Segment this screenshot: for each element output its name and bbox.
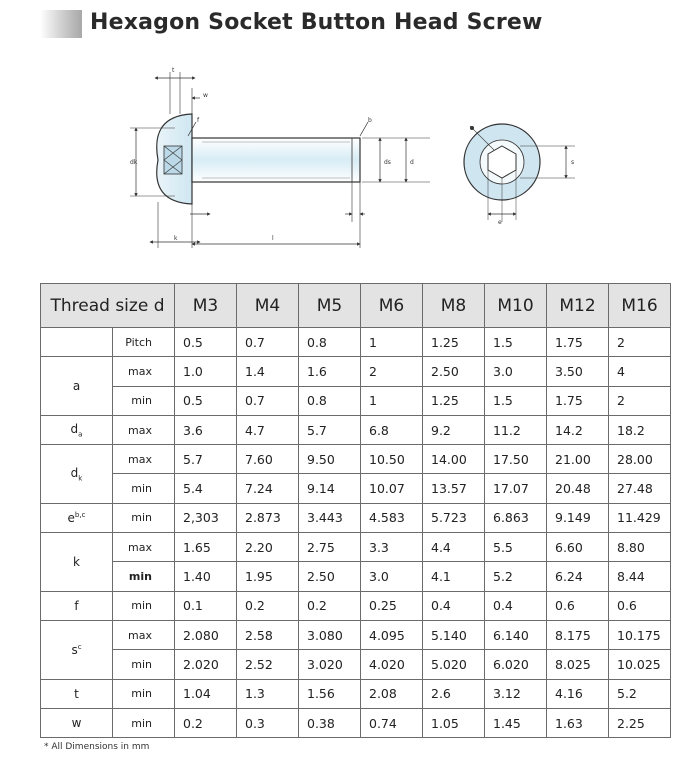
value-cell: 2.58	[237, 620, 299, 649]
value-cell: 2.50	[299, 562, 361, 591]
value-cell: 1.5	[485, 386, 547, 415]
condition-cell: max	[113, 620, 175, 649]
symbol-subscript: a	[78, 430, 83, 439]
value-cell: 3.080	[299, 620, 361, 649]
value-cell: 0.8	[299, 328, 361, 357]
label-d: d	[410, 159, 414, 166]
value-cell: 10.50	[361, 445, 423, 474]
symbol-letter: d	[70, 465, 79, 480]
label-s: s	[571, 159, 575, 166]
value-cell: 0.2	[237, 591, 299, 620]
value-cell: 3.443	[299, 503, 361, 532]
value-cell: 1.75	[547, 386, 609, 415]
value-cell: 1.05	[423, 708, 485, 737]
label-b: b	[368, 117, 372, 124]
symbol-letter: f	[74, 598, 79, 613]
technical-drawing	[0, 52, 700, 272]
symbol-letter: k	[73, 554, 80, 569]
condition-cell: min	[113, 591, 175, 620]
symbol-cell	[41, 445, 113, 504]
page-title: Hexagon Socket Button Head Screw	[90, 10, 543, 35]
label-l: l	[272, 235, 274, 242]
value-cell: 2.873	[237, 503, 299, 532]
value-cell: 1.45	[485, 708, 547, 737]
symbol-cell	[41, 620, 113, 679]
value-cell: 27.48	[609, 474, 671, 503]
value-cell: 5.723	[423, 503, 485, 532]
value-cell: 0.8	[299, 386, 361, 415]
value-cell: 4.020	[361, 650, 423, 679]
value-cell: 0.6	[609, 591, 671, 620]
condition-cell: min	[113, 708, 175, 737]
value-cell: 21.00	[547, 445, 609, 474]
value-cell: 1.04	[175, 679, 237, 708]
value-cell: 1.75	[547, 328, 609, 357]
table-row	[41, 415, 671, 444]
value-cell: 1.25	[423, 386, 485, 415]
value-cell: 3.12	[485, 679, 547, 708]
value-cell: 2,303	[175, 503, 237, 532]
value-cell: 2.08	[361, 679, 423, 708]
value-cell: 1.63	[547, 708, 609, 737]
value-cell: 0.3	[237, 708, 299, 737]
value-cell: 3.50	[547, 357, 609, 386]
label-t: t	[172, 67, 175, 74]
symbol-cell	[41, 503, 113, 532]
value-cell: 1.6	[299, 357, 361, 386]
size-header: M6	[361, 284, 423, 328]
label-dk: dk	[130, 159, 138, 166]
label-k: k	[174, 235, 178, 242]
table-header-row	[41, 284, 671, 328]
value-cell: 14.00	[423, 445, 485, 474]
value-cell: 10.025	[609, 650, 671, 679]
value-cell: 1.40	[175, 562, 237, 591]
value-cell: 0.4	[423, 591, 485, 620]
value-cell: 5.4	[175, 474, 237, 503]
value-cell: 0.7	[237, 328, 299, 357]
symbol-cell	[41, 591, 113, 620]
condition-cell: min	[113, 474, 175, 503]
value-cell: 5.140	[423, 620, 485, 649]
value-cell: 7.24	[237, 474, 299, 503]
value-cell: 0.5	[175, 386, 237, 415]
symbol-letter: d	[70, 421, 79, 436]
value-cell: 2.52	[237, 650, 299, 679]
value-cell: 20.48	[547, 474, 609, 503]
value-cell: 5.5	[485, 533, 547, 562]
condition-cell: Pitch	[113, 328, 175, 357]
condition-cell: min	[113, 503, 175, 532]
symbol-cell	[41, 533, 113, 592]
value-cell: 6.24	[547, 562, 609, 591]
condition-cell: max	[113, 415, 175, 444]
condition-cell: min	[113, 562, 175, 591]
size-header: M16	[609, 284, 671, 328]
condition-cell: max	[113, 533, 175, 562]
value-cell: 4	[609, 357, 671, 386]
symbol-subscript: k	[78, 474, 83, 483]
value-cell: 2	[609, 328, 671, 357]
value-cell: 5.2	[485, 562, 547, 591]
symbol-cell	[41, 708, 113, 737]
value-cell: 4.16	[547, 679, 609, 708]
value-cell: 28.00	[609, 445, 671, 474]
value-cell: 0.1	[175, 591, 237, 620]
value-cell: 0.5	[175, 328, 237, 357]
value-cell: 3.020	[299, 650, 361, 679]
value-cell: 5.7	[299, 415, 361, 444]
screw-front-view	[464, 124, 575, 226]
condition-cell: min	[113, 650, 175, 679]
value-cell: 1.4	[237, 357, 299, 386]
value-cell: 1	[361, 386, 423, 415]
label-ds: ds	[384, 159, 391, 166]
size-header: M12	[547, 284, 609, 328]
value-cell: 3.6	[175, 415, 237, 444]
value-cell: 2.6	[423, 679, 485, 708]
value-cell: 1.5	[485, 328, 547, 357]
size-header: M3	[175, 284, 237, 328]
value-cell: 1.3	[237, 679, 299, 708]
value-cell: 3.3	[361, 533, 423, 562]
value-cell: 0.74	[361, 708, 423, 737]
condition-cell: max	[113, 357, 175, 386]
label-f: f	[197, 117, 200, 124]
value-cell: 4.583	[361, 503, 423, 532]
condition-cell: min	[113, 679, 175, 708]
value-cell: 3.0	[361, 562, 423, 591]
value-cell: 2.25	[609, 708, 671, 737]
value-cell: 6.863	[485, 503, 547, 532]
symbol-cell	[41, 679, 113, 708]
symbol-letter: t	[74, 686, 79, 701]
table-row	[41, 650, 671, 679]
value-cell: 6.60	[547, 533, 609, 562]
value-cell: 2.020	[175, 650, 237, 679]
value-cell: 18.2	[609, 415, 671, 444]
label-w: w	[203, 92, 208, 99]
value-cell: 14.2	[547, 415, 609, 444]
symbol-cell	[41, 328, 113, 357]
size-header: M10	[485, 284, 547, 328]
param-header: Thread size d	[41, 284, 175, 328]
condition-cell: min	[113, 386, 175, 415]
table-row	[41, 357, 671, 386]
value-cell: 9.149	[547, 503, 609, 532]
value-cell: 8.025	[547, 650, 609, 679]
value-cell: 3.0	[485, 357, 547, 386]
title-accent-bar	[40, 10, 82, 38]
value-cell: 17.07	[485, 474, 547, 503]
condition-cell: max	[113, 445, 175, 474]
value-cell: 0.7	[237, 386, 299, 415]
table-row	[41, 533, 671, 562]
value-cell: 2	[609, 386, 671, 415]
value-cell: 11.429	[609, 503, 671, 532]
table-row	[41, 386, 671, 415]
size-header: M5	[299, 284, 361, 328]
value-cell: 0.2	[299, 591, 361, 620]
value-cell: 5.7	[175, 445, 237, 474]
value-cell: 0.38	[299, 708, 361, 737]
value-cell: 1.65	[175, 533, 237, 562]
value-cell: 9.2	[423, 415, 485, 444]
value-cell: 0.4	[485, 591, 547, 620]
symbol-cell	[41, 357, 113, 416]
symbol-superscript: c	[77, 642, 82, 651]
screw-side-view	[130, 67, 430, 248]
value-cell: 4.4	[423, 533, 485, 562]
symbol-letter: s	[71, 642, 78, 657]
table-row	[41, 562, 671, 591]
symbol-letter: w	[71, 716, 82, 730]
value-cell: 1	[361, 328, 423, 357]
table-row	[41, 445, 671, 474]
value-cell: 8.44	[609, 562, 671, 591]
footnote: * All Dimensions in mm	[44, 742, 150, 752]
value-cell: 0.2	[175, 708, 237, 737]
value-cell: 1.56	[299, 679, 361, 708]
value-cell: 0.6	[547, 591, 609, 620]
value-cell: 4.095	[361, 620, 423, 649]
table-row	[41, 620, 671, 649]
value-cell: 9.14	[299, 474, 361, 503]
value-cell: 10.175	[609, 620, 671, 649]
symbol-cell	[41, 415, 113, 444]
value-cell: 2	[361, 357, 423, 386]
value-cell: 17.50	[485, 445, 547, 474]
value-cell: 2.50	[423, 357, 485, 386]
symbol-letter: e	[67, 510, 75, 525]
value-cell: 10.07	[361, 474, 423, 503]
value-cell: 8.175	[547, 620, 609, 649]
size-header: M4	[237, 284, 299, 328]
value-cell: 9.50	[299, 445, 361, 474]
value-cell: 2.20	[237, 533, 299, 562]
size-header: M8	[423, 284, 485, 328]
table-row	[41, 328, 671, 357]
value-cell: 7.60	[237, 445, 299, 474]
value-cell: 1.25	[423, 328, 485, 357]
value-cell: 6.140	[485, 620, 547, 649]
value-cell: 5.020	[423, 650, 485, 679]
value-cell: 11.2	[485, 415, 547, 444]
value-cell: 2.080	[175, 620, 237, 649]
value-cell: 6.020	[485, 650, 547, 679]
value-cell: 4.7	[237, 415, 299, 444]
value-cell: 1.0	[175, 357, 237, 386]
value-cell: 8.80	[609, 533, 671, 562]
value-cell: 4.1	[423, 562, 485, 591]
symbol-superscript: b,c	[74, 510, 86, 519]
table-row	[41, 708, 671, 737]
value-cell: 6.8	[361, 415, 423, 444]
table-row	[41, 591, 671, 620]
value-cell: 13.57	[423, 474, 485, 503]
table-row	[41, 474, 671, 503]
value-cell: 5.2	[609, 679, 671, 708]
symbol-letter: a	[72, 379, 81, 394]
value-cell: 2.75	[299, 533, 361, 562]
value-cell: 1.95	[237, 562, 299, 591]
value-cell: 0.25	[361, 591, 423, 620]
label-e: e	[498, 219, 502, 226]
dimension-table	[40, 283, 671, 738]
table-row	[41, 503, 671, 532]
table-row	[41, 679, 671, 708]
